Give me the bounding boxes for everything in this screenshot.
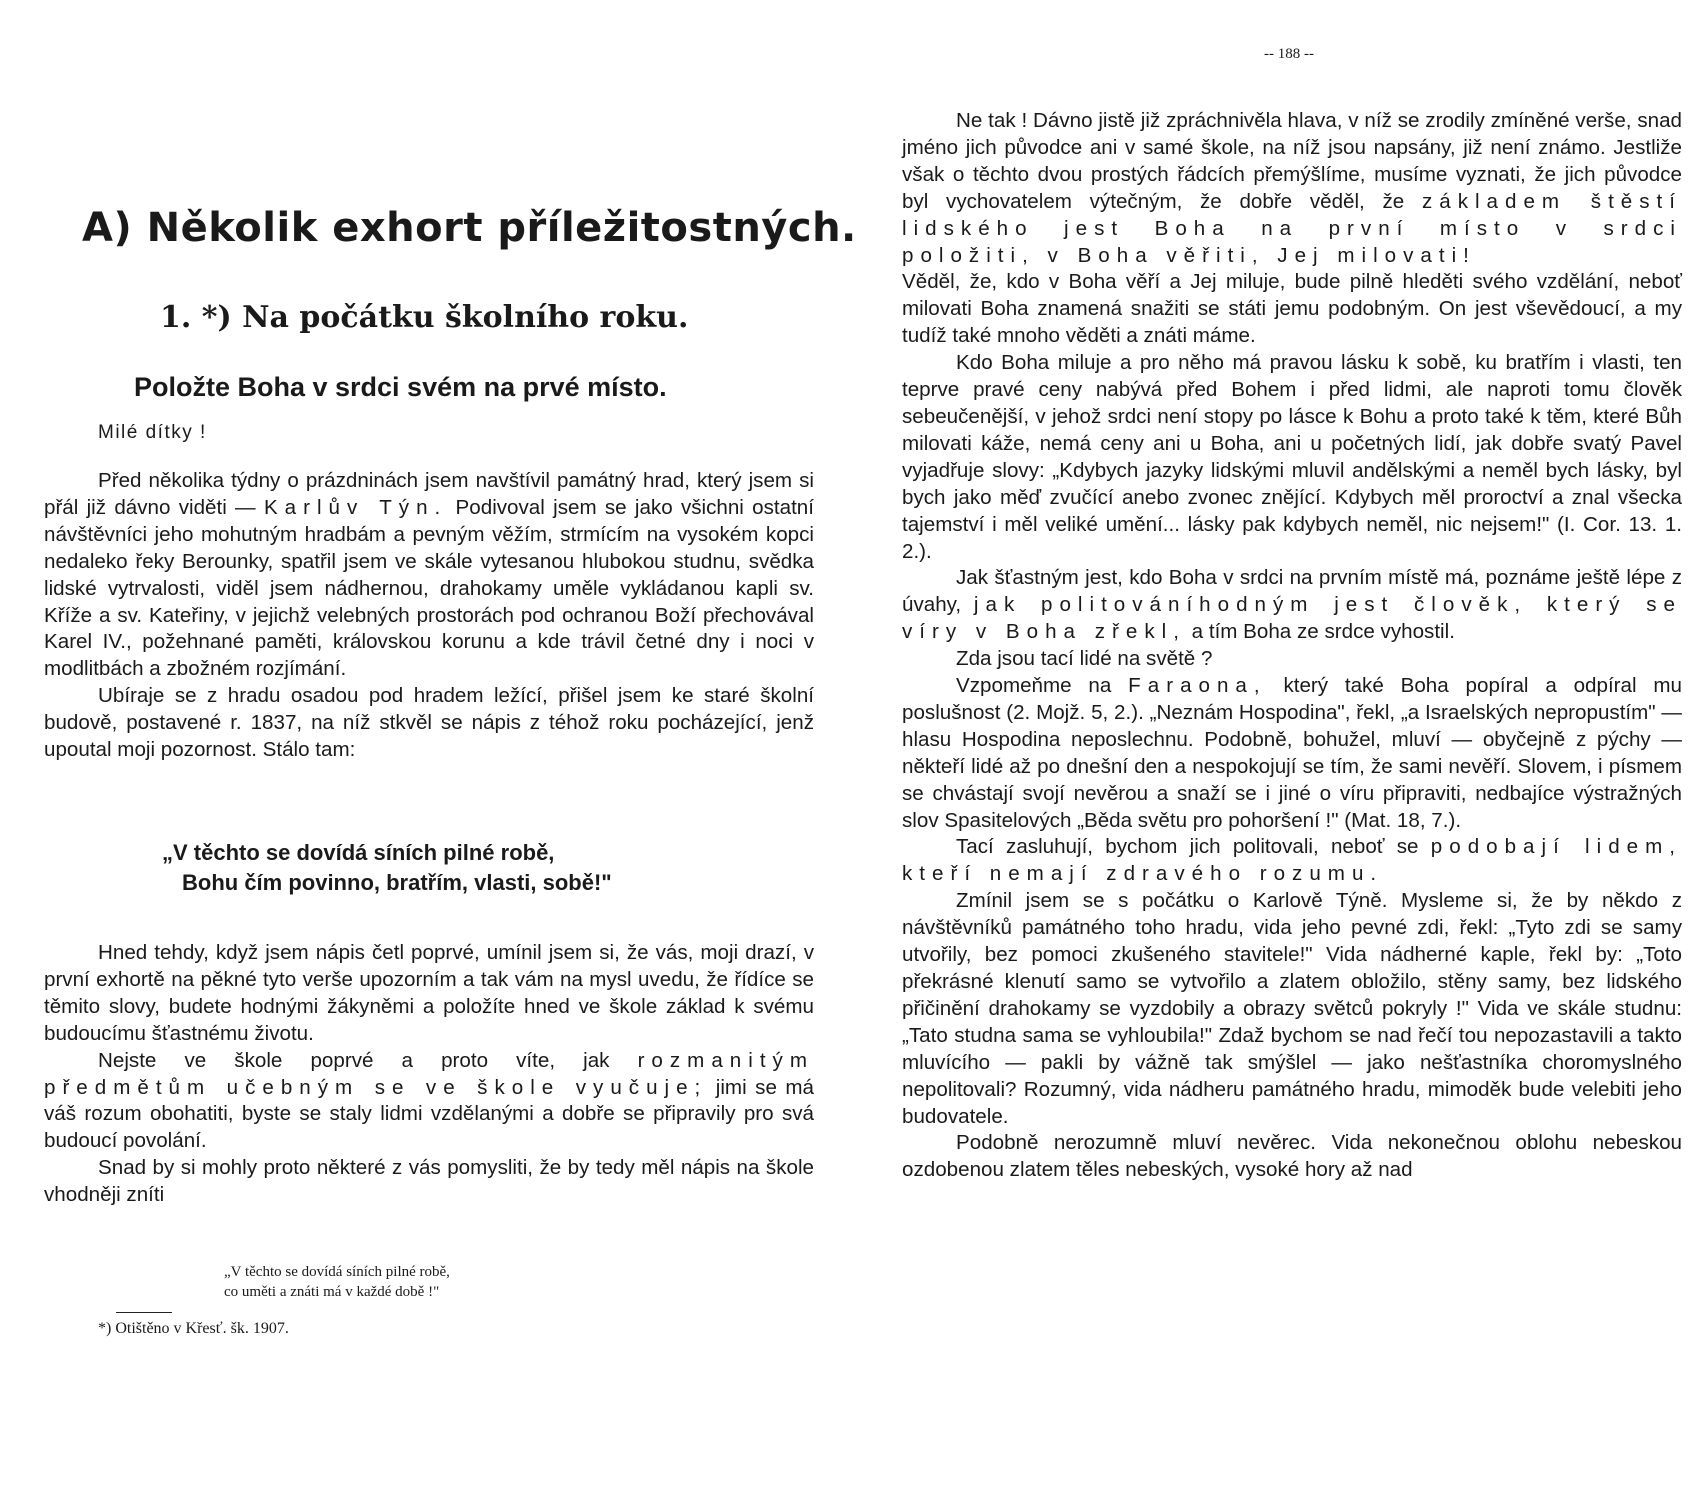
paragraph [44, 468, 814, 683]
emphasis-text: Faraona, [1128, 674, 1267, 698]
paragraph [902, 834, 1682, 888]
right-body [902, 108, 1682, 1184]
text-run: Vzpomeňme na [956, 674, 1112, 698]
inscription-line: „V těchto se dovídá síních pilné robě, [224, 1264, 450, 1280]
paragraph [44, 1048, 814, 1156]
emphasis-text: základem štěstí lidského jest Boha na první místo v srdci položiti, v Boha věřiti, Jej milovati! [902, 189, 1682, 267]
text-run: jimi se má váš rozum obohatiti, byste se staly lidmi vzdělanými a dobře se připravily pro svá budoucí povolání. [44, 1075, 814, 1153]
paragraph: Zmínil jsem se s počátku o Karlově Týně. Mysleme si, že by někdo z návštěvníků památného toho hradu, vida jeho pevné zdi, řekl: „Tyto zdi se samy utvořily, bez pomoci zkušeného stavitele!" Vida nádherné kaple, řekl by: „Toto překrásné klenutí samo se vytvořilo a zlatem obložilo, stěny samy, bez lidského přičinění drahokamy se vyzdobily a obrazy světců pokryly !" Vida ve skále studnu: „Tato studna sama se vyhloubila!" Zdaž bychom se nad řečí tou nepozastavili a takto mluvícího — pakli by vážně tak smýšlel — jako nešťastníka choromyslného nepolitovali? Rozumný, vida nádheru památného hradu, mimoděk bude velebiti jeho budovatele. [902, 889, 1682, 1128]
paragraph [902, 565, 1682, 646]
text-run: a tím Boha ze srdce vyhostil. [1191, 620, 1455, 644]
text-run: Jak šťastným jest, kdo Boha v srdci na prvním místě má, poznáme ještě lépe z úvahy, [902, 566, 1682, 617]
footnote-divider [116, 1312, 172, 1313]
emphasis-text: Karlův Týn. [263, 495, 448, 519]
text-run: Ne tak ! Dávno jistě již zpráchnivěla hlava, v níž se zrodily zmíněné verše, snad jméno jich původce ani v samé škole, na níž jsou napsány, již není známo. Jestliže však o těchto dvou prostých řádcích přemýšlíme, musíme vyznati, že jich původce byl vychovatelem výtečným, že dobře věděl, že [902, 109, 1682, 213]
paragraph: Hned tehdy, když jsem nápis četl poprvé, umínil jsem si, že vás, moji drazí, v první exhortě na pěkné tyto verše upozorním a tak vám na mysl uvedu, že řídíce se těmito slovy, budete hodnými žákyněmi a položíte hned ve škole základ k svému budoucímu šťastnému životu. [44, 941, 814, 1045]
left-body-part-1 [44, 468, 814, 764]
text-run: který také Boha popíral a odpíral mu poslušnost (2. Mojž. 5, 2.). „Neznám Hospodina", řekl, „a Israelských nepropustím" — hlasu Hospodina neposlechnu. Podobně, bohužel, mluví — obyčejně z pýchy — někteří lidé až po dnešní den a nespokojují se tím, že sami nevěří. Slovem, i písmem se chvástají svojí nevěrou a snaží se i jiné o víru připraviti, nedbajíce výstražných slov Spasitelových „Běda světu pro pohoršení !" (Mat. 18, 7.). [902, 674, 1682, 832]
left-body-part-2 [44, 940, 814, 1209]
chapter-title: 1. *) Na počátku školního roku. [160, 300, 689, 335]
alternate-inscription [224, 1262, 644, 1302]
paragraph: Kdo Boha miluje a pro něho má pravou lásku k sobě, ku bratřím i vlasti, ten teprve pravé ceny nabývá před Bohem i před lidmi, ale naproti tomu člověk sebeučenější, v jehož srdci není stopy po lásce k Bohu a proto také k těm, které Bůh milovati káže, nemá ceny ani u Boha, ani u početných lidí, jak dobře svatý Pavel vyjadřuje slovy: „Kdybych jazyky lidskými mluvil andělskými a neměl bych lásky, byl bych jako měď zvučící anebo zvonec znějící. Kdybych měl proroctví a znal všecka tajemství i měl veliké umění... lásky pak kdybych neměl, nic nejsem!" (I. Cor. 13. 1. 2.). [902, 351, 1682, 563]
motto-line: „V těchto se dovídá síních pilné robě, [162, 840, 555, 865]
emphasis-text: jak politováníhodným jest člověk, který se víry v Boha zřekl, [902, 593, 1682, 644]
text-run: Nejste ve škole poprvé a proto víte, jak [98, 1048, 610, 1072]
emphasis-text: rozmanitým předmětům učebným se ve škole vyučuje; [44, 1048, 814, 1099]
school-motto [162, 838, 722, 898]
motto-line: Bohu čím povinno, bratřím, vlasti, sobě!" [182, 870, 612, 895]
text-run: Tací zasluhují, bychom jich politovali, neboť se [956, 835, 1419, 859]
inscription-line: co uměti a znáti má v každé době !" [224, 1284, 440, 1300]
text-run: Před několika týdny o prázdninách jsem navštívil památný hrad, který jsem si přál již dávno viděti — [44, 469, 814, 519]
section-title: A) Několik exhort příležitostných. [82, 205, 857, 251]
paragraph: Zda jsou tací lidé na světě ? [956, 647, 1213, 671]
salutation: Milé dítky ! [98, 422, 207, 443]
subtitle: Položte Boha v srdci svém na prvé místo. [134, 372, 667, 402]
paragraph: Ubíraje se z hradu osadou pod hradem ležící, přišel jsem ke staré školní budově, postavené r. 1837, na níž stkvěl se nápis z téhož roku pocházející, jenž upoutal moji pozornost. Stálo tam: [44, 684, 814, 762]
paragraph [902, 673, 1682, 834]
paragraph: Snad by si mohly proto některé z vás pomysliti, že by tedy měl nápis na škole vhodněji zníti [44, 1156, 814, 1207]
paragraph [902, 108, 1682, 269]
emphasis-text: podobají lidem, kteří nemají zdravého rozumu. [902, 835, 1682, 886]
right-page [854, 0, 1708, 1500]
paragraph: Podobně nerozumně mluví nevěrec. Vida nekonečnou oblohu nebeskou ozdobenou zlatem těles nebeských, vysoké hory až nad [902, 1131, 1682, 1182]
footnote: *) Otištěno v Křesť. šk. 1907. [98, 1320, 289, 1337]
text-run: Podivoval jsem se jako všichni ostatní návštěvníci jeho mohutným hradbám a pevným věžím, strmícím na vysokém kopci nedaleko řeky Berounky, spatřil jsem ve skále vytesanou hlubokou studnu, svědka lidské vytrvalosti, viděl jsem nádhernou, drahokamy uměle vykládanou kapli sv. Kříže a sv. Kateřiny, v jejichž velebných prostorách pod ochranou Boží přechovával Karel IV., požehnané paměti, královskou korunu a kde trávil četné dny i noci v modlitbách a zbožném rozjímání. [44, 495, 814, 681]
paragraph: Věděl, že, kdo v Boha věří a Jej miluje, bude pilně hleděti svého vzdělání, neboť milovati Boha znamená snažiti se státi jemu podobným. On jest vševědoucí, a my tudíž také mnoho věděti a znáti máme. [902, 270, 1682, 348]
page-number: -- 188 -- [1264, 46, 1314, 62]
